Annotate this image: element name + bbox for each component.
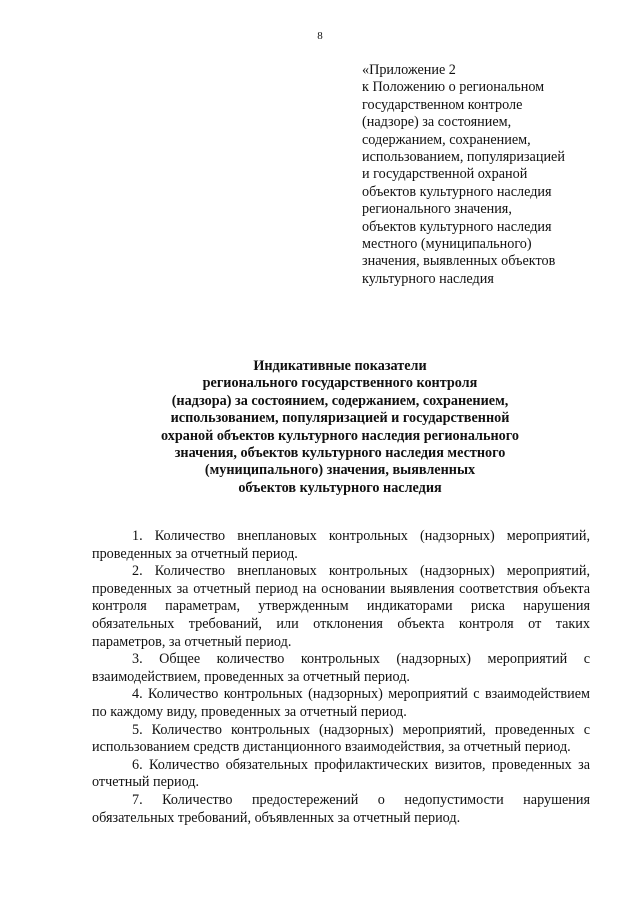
page-number: 8 [317,30,323,42]
indicator-item: 5. Количество контрольных (надзорных) мероприятий, проведенных с использованием средств дистанционного взаимодействия, за отчетный период. [92,721,590,756]
indicator-item: 4. Количество контрольных (надзорных) мероприятий с взаимодействием по каждому виду, проведенных за отчетный период. [92,686,590,720]
indicator-item: 1. Количество внеплановых контрольных (надзорных) мероприятий, проведенных за отчетный период. [92,528,590,562]
appendix-header [362,62,612,288]
indicator-item: 2. Количество внеплановых контрольных (надзорных) мероприятий, проведенных за отчетный период на основании выявления соответствия объекта контроля параметрам, утвержденным индикаторами риска нарушения обязательных требований, или отклонения объекта контроля от таких параметров, за отчетный период. [92,563,590,650]
document-title [100,358,580,497]
title-line: объектов культурного наследия [238,479,442,496]
appendix-line: значения, выявленных объектов [362,253,556,270]
appendix-line: объектов культурного наследия [362,183,552,200]
appendix-line: содержанием, сохранением, [362,131,531,148]
appendix-line: (надзоре) за состоянием, [362,114,512,131]
appendix-line: «Приложение 2 [362,62,456,78]
appendix-line: использованием, популяризацией [362,149,565,166]
title-line: регионального государственного контроля [202,375,478,392]
title-line: (муниципального) значения, выявленных [204,462,476,479]
indicator-item: 3. Общее количество контрольных (надзорных) мероприятий с взаимодействием, проведенных за отчетный период. [92,651,590,685]
title-line: значения, объектов культурного наследия местного [174,445,506,462]
title-line: Индикативные показатели [253,358,427,374]
indicator-item: 6. Количество обязательных профилактических визитов, проведенных за отчетный период. [92,756,590,791]
appendix-line: объектов культурного наследия [362,218,552,235]
indicator-list [92,528,590,827]
appendix-line: государственном контроле [362,96,523,113]
appendix-line: и государственной охраной [362,166,528,183]
appendix-line: культурного наследия [362,270,494,287]
appendix-line: местного (муниципального) [362,236,532,253]
title-line: (надзора) за состоянием, содержанием, сохранением, [171,392,509,409]
appendix-line: к Положению о региональном [362,79,545,96]
indicator-item: 7. Количество предостережений о недопустимости нарушения обязательных требований, объявленных за отчетный период. [92,791,590,826]
title-line: охраной объектов культурного наследия регионального [161,427,519,444]
title-line: использованием, популяризацией и государственной [170,410,510,427]
appendix-line: регионального значения, [362,201,512,218]
